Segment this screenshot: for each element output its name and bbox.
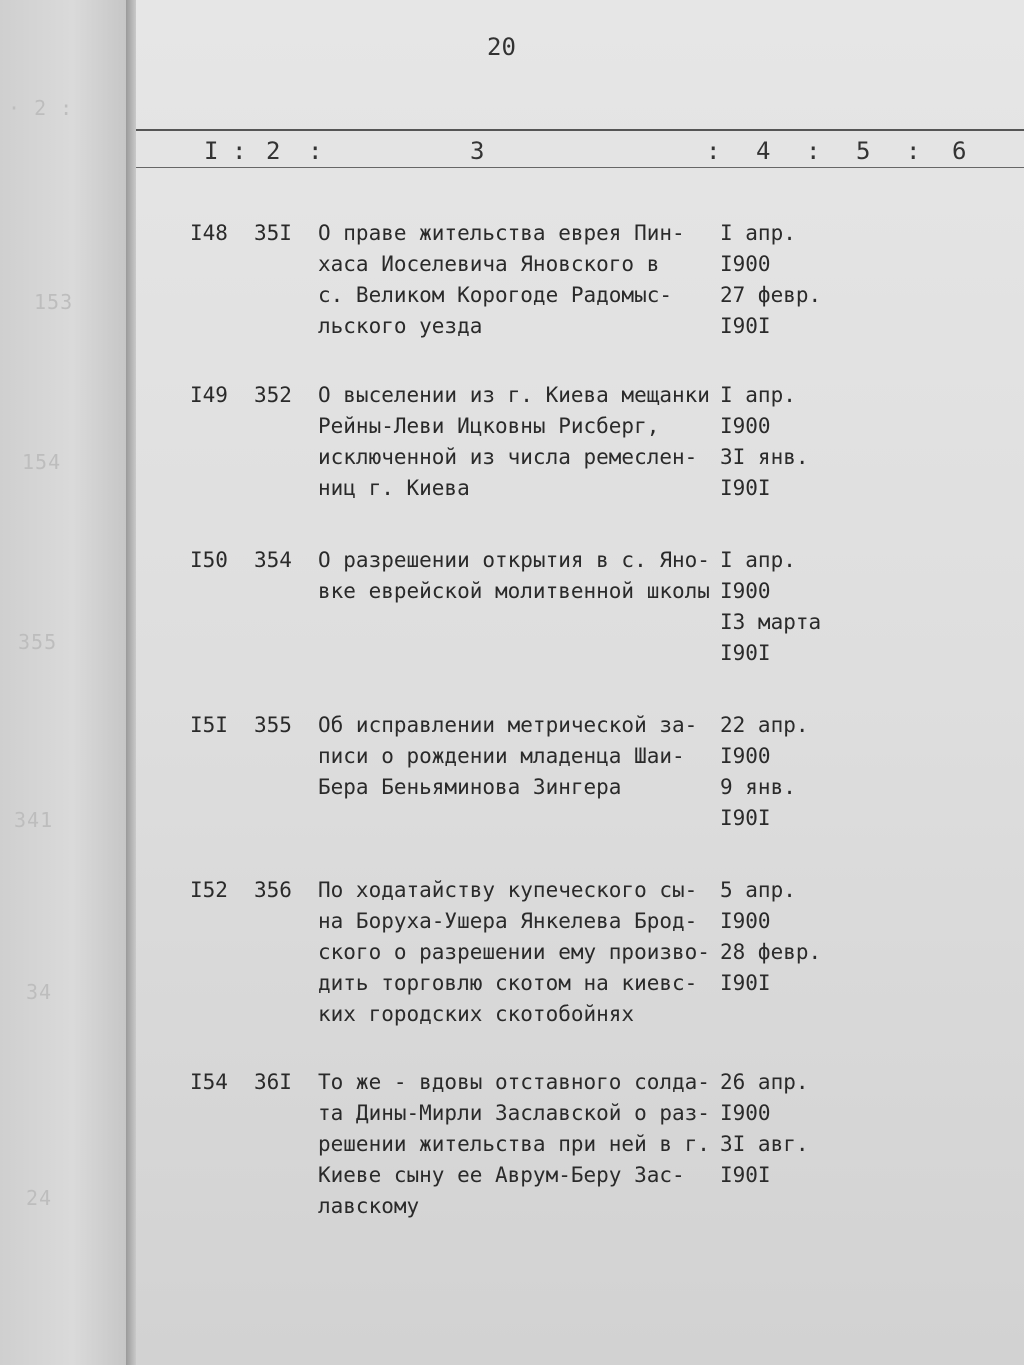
entry-date: 27 февр. <box>720 283 822 307</box>
entry-text-line: ниц г. Киева <box>318 476 470 500</box>
entry-text-line: лавскому <box>318 1194 420 1218</box>
entry-text-line: ского о разрешении ему произво- <box>318 940 710 964</box>
left-page-ghost-number: 24 <box>26 1186 53 1210</box>
page-number: 20 <box>487 33 516 61</box>
column-separator: : <box>906 137 921 165</box>
entry-text-line: с. Великом Корогоде Радомыс- <box>318 283 673 307</box>
entry-date: I900 <box>720 252 771 276</box>
column-header-5: 5 <box>856 137 871 165</box>
entry-text-line: Рейны-Леви Ицковны Рисберг, <box>318 414 660 438</box>
left-page-edge <box>0 0 132 1365</box>
case-number: 354 <box>254 548 292 572</box>
left-page-ghost-header: · 2 : <box>8 96 74 120</box>
entry-text-line: хаса Иоселевича Яновского в <box>318 252 660 276</box>
entry-text-line: Бера Беньяминова Зингера <box>318 775 622 799</box>
entry-date: I90I <box>720 971 771 995</box>
column-separator: : <box>706 137 721 165</box>
entry-date: I900 <box>720 579 771 603</box>
left-page-ghost-number: 34 <box>26 980 53 1004</box>
left-page-ghost-number: 153 <box>34 290 74 314</box>
entry-date: I3 марта <box>720 610 822 634</box>
entry-number: I48 <box>190 221 228 245</box>
entry-text-line: писи о рождении младенца Шаи- <box>318 744 685 768</box>
entry-number: I54 <box>190 1070 228 1094</box>
entry-text-line: То же - вдовы отставного солда- <box>318 1070 710 1094</box>
case-number: 355 <box>254 713 292 737</box>
entry-text-line: ких городских скотобойнях <box>318 1002 635 1026</box>
header-rule-bottom <box>136 167 1024 168</box>
entry-date: 28 февр. <box>720 940 822 964</box>
column-separator: : <box>806 137 821 165</box>
entry-date: I900 <box>720 1101 771 1125</box>
entry-text-line: Об исправлении метрической за- <box>318 713 698 737</box>
left-page-ghost-number: 154 <box>22 450 62 474</box>
book-gutter <box>126 0 136 1365</box>
entry-text-line: исключенной из числа ремеслен- <box>318 445 698 469</box>
entry-text-line: та Дины-Мирли Заславской о раз- <box>318 1101 710 1125</box>
entry-text-line: О выселении из г. Киева мещанки <box>318 383 710 407</box>
entry-date: I90I <box>720 314 771 338</box>
entry-date: 3I янв. <box>720 445 809 469</box>
entry-text-line: льского уезда <box>318 314 483 338</box>
entry-text-line: Киеве сыну ее Аврум-Беру Зас- <box>318 1163 685 1187</box>
entry-date: I апр. <box>720 221 796 245</box>
left-page-ghost-number: 355 <box>18 630 58 654</box>
entry-date: 3I авг. <box>720 1132 809 1156</box>
case-number: 356 <box>254 878 292 902</box>
entry-text-line: вке еврейской молитвенной школы <box>318 579 710 603</box>
entry-text-line: О разрешении открытия в с. Яно- <box>318 548 710 572</box>
entry-text-line: на Боруха-Ушера Янкелева Брод- <box>318 909 698 933</box>
entry-date: I900 <box>720 744 771 768</box>
header-rule-top <box>136 129 1024 131</box>
case-number: 36I <box>254 1070 292 1094</box>
case-number: 352 <box>254 383 292 407</box>
entry-number: I5I <box>190 713 228 737</box>
entry-text-line: По ходатайству купеческого сы- <box>318 878 698 902</box>
column-header-1: I <box>204 137 219 165</box>
entry-date: 9 янв. <box>720 775 796 799</box>
entry-date: 26 апр. <box>720 1070 809 1094</box>
column-header-3: 3 <box>470 137 485 165</box>
column-separator: : <box>308 137 323 165</box>
entry-date: I900 <box>720 414 771 438</box>
column-header-4: 4 <box>756 137 771 165</box>
entry-date: I90I <box>720 1163 771 1187</box>
column-separator: : <box>232 137 247 165</box>
left-page-ghost-number: 341 <box>14 808 54 832</box>
entry-date: I апр. <box>720 548 796 572</box>
entry-text-line: решении жительства при ней в г. <box>318 1132 710 1156</box>
entry-number: I50 <box>190 548 228 572</box>
column-header-2: 2 <box>266 137 281 165</box>
case-number: 35I <box>254 221 292 245</box>
entry-date: 5 апр. <box>720 878 796 902</box>
entry-text-line: дить торговлю скотом на киевс- <box>318 971 698 995</box>
entry-date: I апр. <box>720 383 796 407</box>
entry-date: I900 <box>720 909 771 933</box>
entry-date: I90I <box>720 476 771 500</box>
column-header-6: 6 <box>952 137 967 165</box>
entry-date: I90I <box>720 806 771 830</box>
entry-text-line: О праве жительства еврея Пин- <box>318 221 685 245</box>
entry-date: I90I <box>720 641 771 665</box>
entry-number: I52 <box>190 878 228 902</box>
entry-number: I49 <box>190 383 228 407</box>
entry-date: 22 апр. <box>720 713 809 737</box>
